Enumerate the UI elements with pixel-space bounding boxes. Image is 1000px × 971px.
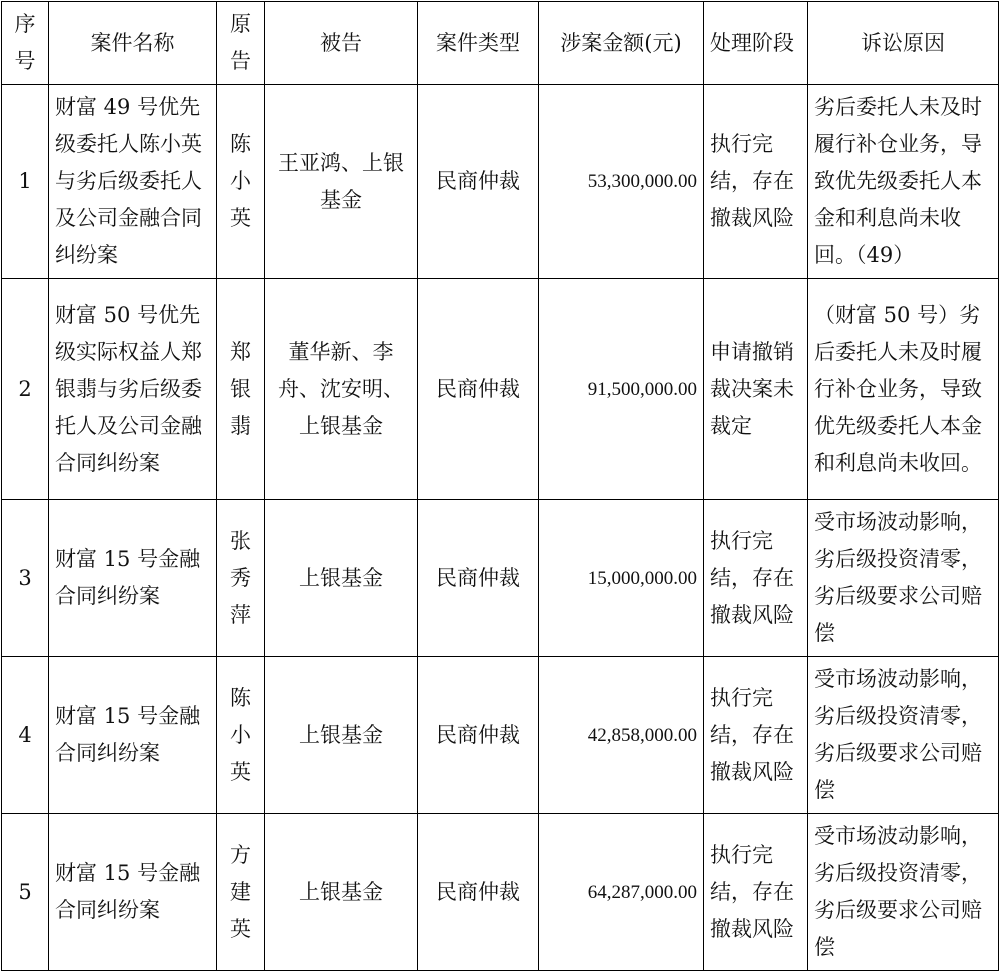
cell-case-name: 财富 15 号金融合同纠纷案 bbox=[49, 500, 217, 657]
cell-stage: 执行完结，存在撤裁风险 bbox=[704, 657, 808, 814]
cell-case-type: 民商仲裁 bbox=[418, 500, 539, 657]
header-defendant: 被告 bbox=[265, 2, 418, 85]
table-row bbox=[2, 814, 999, 971]
cell-defendant: 董华新、李舟、沈安明、上银基金 bbox=[265, 279, 418, 500]
cell-seq: 3 bbox=[2, 500, 49, 657]
cell-defendant: 上银基金 bbox=[265, 657, 418, 814]
cell-reason: 受市场波动影响，劣后级投资清零，劣后级要求公司赔偿 bbox=[808, 500, 999, 657]
table-row bbox=[2, 85, 999, 279]
litigation-table bbox=[1, 1, 999, 971]
cell-reason: 劣后委托人未及时履行补仓业务，导致优先级委托人本金和利息尚未收回。（49） bbox=[808, 85, 999, 279]
cell-defendant: 王亚鸿、上银基金 bbox=[265, 85, 418, 279]
cell-case-type: 民商仲裁 bbox=[418, 85, 539, 279]
cell-stage: 申请撤销裁决案未裁定 bbox=[704, 279, 808, 500]
cell-seq: 5 bbox=[2, 814, 49, 971]
cell-amount: 15,000,000.00 bbox=[539, 500, 704, 657]
cell-defendant: 上银基金 bbox=[265, 814, 418, 971]
cell-stage: 执行完结，存在撤裁风险 bbox=[704, 85, 808, 279]
header-reason: 诉讼原因 bbox=[808, 2, 999, 85]
cell-amount: 42,858,000.00 bbox=[539, 657, 704, 814]
cell-stage: 执行完结，存在撤裁风险 bbox=[704, 500, 808, 657]
header-case-type: 案件类型 bbox=[418, 2, 539, 85]
header-row bbox=[2, 2, 999, 85]
header-case-name: 案件名称 bbox=[49, 2, 217, 85]
cell-reason: 受市场波动影响，劣后级投资清零，劣后级要求公司赔偿 bbox=[808, 814, 999, 971]
cell-case-name: 财富 49 号优先级委托人陈小英与劣后级委托人及公司金融合同纠纷案 bbox=[49, 85, 217, 279]
cell-plaintiff: 张秀萍 bbox=[217, 500, 265, 657]
table-row bbox=[2, 279, 999, 500]
cell-plaintiff: 陈小英 bbox=[217, 85, 265, 279]
cell-amount: 91,500,000.00 bbox=[539, 279, 704, 500]
cell-case-type: 民商仲裁 bbox=[418, 279, 539, 500]
table-row bbox=[2, 657, 999, 814]
cell-case-type: 民商仲裁 bbox=[418, 657, 539, 814]
cell-plaintiff: 方建英 bbox=[217, 814, 265, 971]
cell-reason: 受市场波动影响，劣后级投资清零，劣后级要求公司赔偿 bbox=[808, 657, 999, 814]
cell-case-name: 财富 15 号金融合同纠纷案 bbox=[49, 657, 217, 814]
table-row bbox=[2, 500, 999, 657]
header-amount: 涉案金额(元) bbox=[539, 2, 704, 85]
cell-seq: 4 bbox=[2, 657, 49, 814]
header-plaintiff: 原告 bbox=[217, 2, 265, 85]
cell-defendant: 上银基金 bbox=[265, 500, 418, 657]
cell-case-name: 财富 50 号优先级实际权益人郑银翡与劣后级委托人及公司金融合同纠纷案 bbox=[49, 279, 217, 500]
cell-plaintiff: 郑银翡 bbox=[217, 279, 265, 500]
cell-case-name: 财富 15 号金融合同纠纷案 bbox=[49, 814, 217, 971]
cell-seq: 1 bbox=[2, 85, 49, 279]
cell-stage: 执行完结，存在撤裁风险 bbox=[704, 814, 808, 971]
header-seq: 序号 bbox=[2, 2, 49, 85]
cell-plaintiff: 陈小英 bbox=[217, 657, 265, 814]
cell-amount: 53,300,000.00 bbox=[539, 85, 704, 279]
cell-seq: 2 bbox=[2, 279, 49, 500]
cell-case-type: 民商仲裁 bbox=[418, 814, 539, 971]
header-stage: 处理阶段 bbox=[704, 2, 808, 85]
cell-amount: 64,287,000.00 bbox=[539, 814, 704, 971]
cell-reason: （财富 50 号）劣后委托人未及时履行补仓业务，导致优先级委托人本金和利息尚未收回。 bbox=[808, 279, 999, 500]
